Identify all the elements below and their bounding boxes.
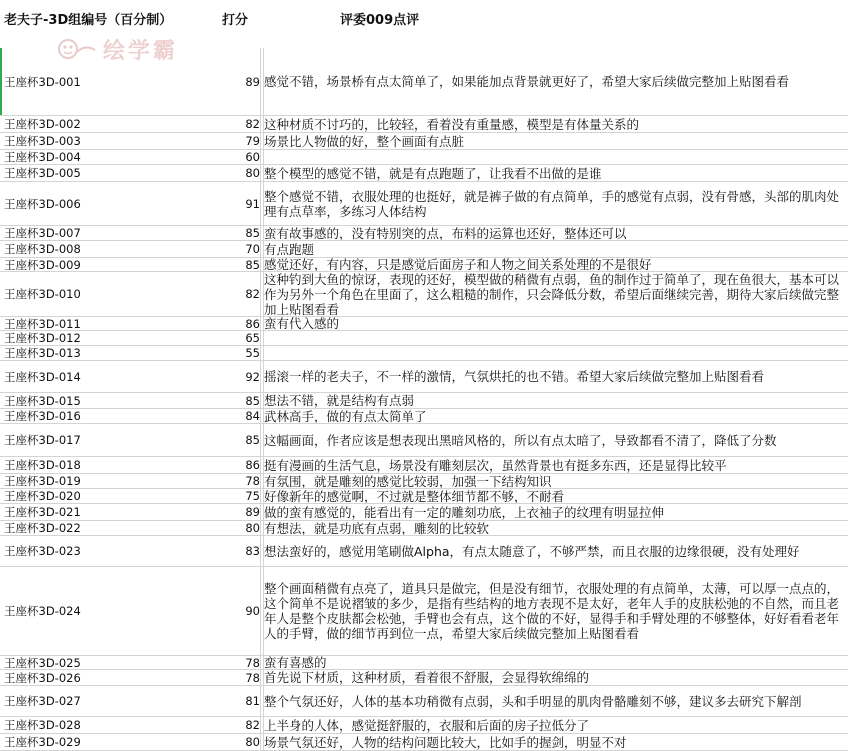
cell-score[interactable]: 92 [245,369,260,384]
cell-entry-id[interactable]: 王座杯3D-019 [4,474,81,488]
cell-entry-id[interactable]: 王座杯3D-022 [4,521,81,535]
table-row [0,272,848,317]
cell-comment[interactable] [264,474,848,488]
cell-comment[interactable] [264,48,848,115]
table-row [0,670,848,686]
comment-text: 想法蛮好的，感觉用笔刷做Alpha，有点太随意了，不够严禁，而且衣服的边缘很硬，没有处理好 [264,543,800,559]
comment-text: 蛮有代入感的 [264,317,340,330]
comment-text: 整个气氛还好，人体的基本功稍微有点弱，头和手明显的肌肉骨骼雕刻不够，建议多去研究下解剖 [264,693,802,709]
cell-entry-id[interactable]: 王座杯3D-028 [4,718,81,732]
cell-entry-id[interactable]: 王座杯3D-012 [4,331,81,345]
cell-comment[interactable] [264,393,848,408]
table-row [0,686,848,717]
cell-comment[interactable] [264,670,848,685]
header-score[interactable]: 打分 [222,13,249,28]
table-row [0,521,848,536]
comment-text: 这幅画面，作者应该是想表现出黑暗风格的，所以有点太暗了，导致都看不清了，降低了分数 [264,432,777,448]
comment-text: 这种材质不讨巧的，比较轻，看着没有重量感，模型是有体量关系的 [264,116,640,132]
cell-comment[interactable] [264,489,848,503]
cell-score[interactable]: 78 [245,474,260,488]
cell-comment[interactable] [264,317,848,330]
table-row [0,226,848,241]
comment-text: 蛮有故事感的，没有特别突的点，布料的运算也还好，整体还可以 [264,226,627,240]
comment-text: 好像新年的感觉啊，不过就是整体细节都不够，不耐看 [264,489,565,503]
cell-entry-id[interactable]: 王座杯3D-025 [4,656,81,669]
table-row [0,424,848,457]
header-id[interactable]: 老夫子-3D组编号（百分制） [4,13,173,28]
cell-entry-id[interactable]: 王座杯3D-005 [4,166,81,180]
cell-entry-id[interactable]: 王座杯3D-017 [4,433,81,447]
comment-text: 感觉不错，场景桥有点太简单了，如果能加点背景就更好了，希望大家后续做完整加上贴图看看 [264,74,790,89]
table-row [0,241,848,258]
cell-entry-id[interactable]: 王座杯3D-001 [4,74,81,89]
cell-score[interactable]: 85 [245,433,260,447]
table-row [0,393,848,409]
table-row [0,133,848,150]
comment-text: 整个感觉不错，衣服处理的也挺好，就是裤子做的有点简单，手的感觉有点弱，没有骨感，头部的肌肉处理有点草率，多练习人体结构 [264,188,840,219]
cell-score[interactable]: 78 [245,655,260,670]
cell-comment[interactable] [264,424,848,456]
comment-text: 整个画面稍微有点亮了，道具只是做完，但是没有细节，衣服处理的有点简单，太薄，可以厚一点点的，这个简单不是说褶皱的多少，是指有些结构的地方表现不是太好，老年人手的皮肤松弛的不自然，而且老年人是整个皮肤都会松弛，手臂也会有点，这个做的不好，显得手和手臂处理的不够整体，好好看看老年人的手臂，做的细节再到位一点，希望大家后续做完整加上贴图看看 [264,581,840,641]
comment-text: 首先说下材质，这种材质，看着很不舒服，会显得软绵绵的 [264,670,590,685]
cell-entry-id[interactable]: 王座杯3D-009 [4,258,81,271]
table-row [0,48,848,116]
cell-comment[interactable] [264,241,848,257]
table-row [0,165,848,182]
table-row [0,457,848,474]
cell-score[interactable]: 89 [245,505,260,519]
cell-score[interactable]: 81 [245,694,260,708]
cell-score[interactable]: 65 [245,331,260,345]
cell-score[interactable]: 84 [245,409,260,423]
cell-score[interactable]: 55 [245,346,260,360]
table-row [0,317,848,331]
cell-score[interactable]: 85 [245,257,260,272]
cell-entry-id[interactable]: 王座杯3D-027 [4,694,81,708]
cell-score[interactable]: 79 [245,134,260,148]
cell-entry-id[interactable]: 王座杯3D-021 [4,505,81,519]
comment-text: 挺有漫画的生活气息，场景没有雕刻层次，虽然背景也有挺多东西，还是显得比较平 [264,457,727,473]
cell-comment[interactable] [264,116,848,132]
comment-text: 摇滚一样的老夫子，不一样的激情，气氛烘托的也不错。希望大家后续做完整加上贴图看看 [264,369,765,384]
comment-text: 有点跑题 [264,241,315,257]
cell-score[interactable]: 80 [245,735,260,749]
cell-entry-id[interactable]: 王座杯3D-020 [4,489,81,503]
table-row [0,331,848,346]
cell-entry-id[interactable]: 王座杯3D-029 [4,735,81,749]
cell-comment[interactable] [264,150,848,164]
cell-comment[interactable] [264,258,848,271]
comment-text: 想法不错，就是结构有点弱 [264,393,415,408]
table-row [0,656,848,670]
cell-score[interactable]: 83 [245,544,260,558]
cell-score[interactable]: 82 [245,287,260,301]
cell-comment[interactable] [264,133,848,149]
cell-entry-id[interactable]: 王座杯3D-023 [4,544,81,558]
comment-text: 场景比人物做的好，整个画面有点脏 [264,133,465,149]
cell-entry-id[interactable]: 王座杯3D-011 [4,317,81,330]
table-row [0,734,848,751]
cell-comment[interactable] [264,686,848,716]
comment-text: 蛮有喜感的 [264,656,327,669]
cell-comment[interactable] [264,504,848,520]
cell-comment[interactable] [264,361,848,392]
cell-entry-id[interactable]: 王座杯3D-003 [4,134,81,148]
cell-score[interactable]: 78 [245,670,260,685]
cell-entry-id[interactable]: 王座杯3D-026 [4,670,81,685]
cell-score[interactable]: 89 [245,74,260,89]
cell-comment[interactable] [264,536,848,566]
comment-text: 感觉还好，有内容，只是感觉后面房子和人物之间关系处理的不是很好 [264,258,652,271]
table-row [0,182,848,226]
cell-comment[interactable] [264,346,848,360]
cell-entry-id[interactable]: 王座杯3D-008 [4,242,81,256]
table-row [0,361,848,393]
comment-text: 这种钓到大鱼的惊讶，表现的还好，模型做的稍微有点弱，鱼的制作过于简单了，现在鱼很大，基本可以作为另外一个角色在里面了，这么粗糙的制作，只会降低分数，希望后面继续完善，期待大家后续做完整加上贴图看看 [264,272,840,316]
cell-comment[interactable] [264,226,848,240]
cell-comment[interactable] [264,521,848,535]
cell-score[interactable]: 75 [245,489,260,503]
table-row [0,409,848,424]
cell-comment[interactable] [264,331,848,345]
table-row [0,346,848,361]
cell-comment[interactable] [264,567,848,655]
table-row [0,489,848,504]
cell-entry-id[interactable]: 王座杯3D-014 [4,369,81,384]
cell-comment[interactable] [264,717,848,733]
table-row [0,116,848,133]
cell-entry-id[interactable]: 王座杯3D-024 [4,604,81,618]
cell-score[interactable]: 86 [245,316,260,331]
cell-score[interactable]: 91 [245,196,260,211]
cell-score[interactable]: 86 [245,458,260,472]
cell-comment[interactable] [264,457,848,473]
cell-score[interactable]: 82 [245,718,260,732]
cell-score[interactable]: 70 [245,242,260,256]
cell-score[interactable]: 90 [245,604,260,618]
watermark-text: 绘学霸 [103,37,179,64]
cell-entry-id[interactable]: 王座杯3D-006 [4,196,81,211]
cell-comment[interactable] [264,734,848,750]
header-comment[interactable]: 评委009点评 [340,13,420,28]
cell-entry-id[interactable]: 王座杯3D-002 [4,117,81,131]
table-row [0,567,848,656]
cell-entry-id[interactable]: 王座杯3D-004 [4,150,81,164]
table-row [0,536,848,567]
comment-text: 有氛围，就是雕刻的感觉比较弱，加强一下结构知识 [264,474,552,488]
cell-score[interactable]: 80 [245,521,260,535]
cell-score[interactable]: 80 [245,166,260,180]
cell-entry-id[interactable]: 王座杯3D-015 [4,393,81,408]
comment-text: 上半身的人体，感觉挺舒服的，衣服和后面的房子拉低分了 [264,717,590,733]
cell-score[interactable]: 82 [245,117,260,131]
cell-entry-id[interactable]: 王座杯3D-018 [4,458,81,472]
table-row [0,717,848,734]
comment-text: 场景气氛还好，人物的结构问题比较大，比如手的握剑，明显不对 [264,734,627,750]
comment-text: 武林高手，做的有点太简单了 [264,409,427,423]
table-row [0,258,848,272]
cell-comment[interactable] [264,409,848,423]
cell-score[interactable]: 60 [245,150,260,164]
cell-entry-id[interactable]: 王座杯3D-007 [4,226,81,240]
cell-score[interactable]: 85 [245,393,260,408]
cell-score[interactable]: 85 [245,226,260,240]
cell-comment[interactable] [264,165,848,181]
table-row [0,504,848,521]
cell-comment[interactable] [264,272,848,316]
table-row [0,474,848,489]
table-row [0,150,848,165]
cell-entry-id[interactable]: 王座杯3D-010 [4,287,81,301]
cell-comment[interactable] [264,656,848,669]
cell-entry-id[interactable]: 王座杯3D-016 [4,409,81,423]
comment-text: 有想法，就是功底有点弱，雕刻的比较软 [264,521,490,535]
cell-entry-id[interactable]: 王座杯3D-013 [4,346,81,360]
comment-text: 做的蛮有感觉的，能看出有一定的雕刻功底，上衣袖子的纹理有明显拉伸 [264,504,665,520]
comment-text: 整个模型的感觉不错，就是有点跑题了，让我看不出做的是谁 [264,165,602,181]
cell-comment[interactable] [264,182,848,225]
